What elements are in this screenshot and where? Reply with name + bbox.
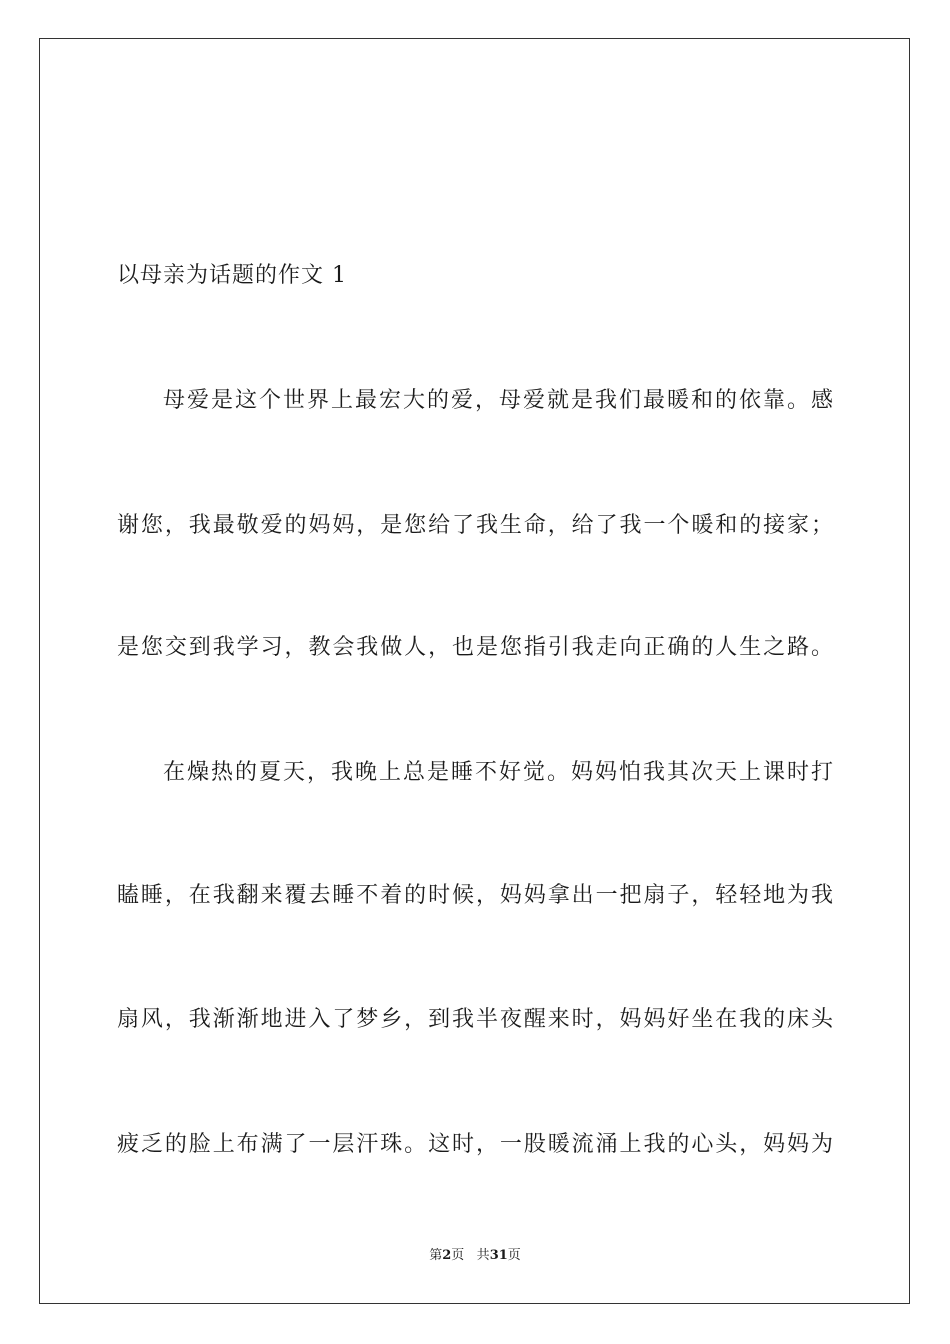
page-footer (0, 1246, 950, 1266)
paragraph-line-2: 谢您，我最敬爱的妈妈，是您给了我生命，给了我一个暖和的接家； (117, 513, 833, 538)
total-suffix: 页 (507, 1248, 521, 1263)
paragraph-line-7: 疲乏的脸上布满了一层汗珠。这时，一股暖流涌上我的心头，妈妈为 (117, 1132, 833, 1157)
paragraph-line-6: 扇风，我渐渐地进入了梦乡，到我半夜醒来时，妈妈好坐在我的床头 (117, 1007, 833, 1032)
page-prefix: 第 (429, 1248, 443, 1263)
page-number: 2 (442, 1248, 452, 1263)
paragraph-line-1: 母爱是这个世界上最宏大的爱，母爱就是我们最暖和的依靠。感 (163, 388, 833, 413)
total-prefix: 共 (476, 1248, 490, 1263)
paragraph-line-3: 是您交到我学习，教会我做人，也是您指引我走向正确的人生之路。 (117, 635, 833, 660)
total-pages: 31 (489, 1248, 508, 1263)
paragraph-line-5: 瞌睡，在我翻来覆去睡不着的时候，妈妈拿出一把扇子，轻轻地为我 (117, 883, 833, 908)
paragraph-line-4: 在燥热的夏天，我晚上总是睡不好觉。妈妈怕我其次天上课时打 (163, 760, 833, 785)
document-title: 以母亲为话题的作文 1 (117, 263, 347, 288)
page-border (39, 38, 910, 1304)
page-suffix: 页 (451, 1248, 465, 1263)
